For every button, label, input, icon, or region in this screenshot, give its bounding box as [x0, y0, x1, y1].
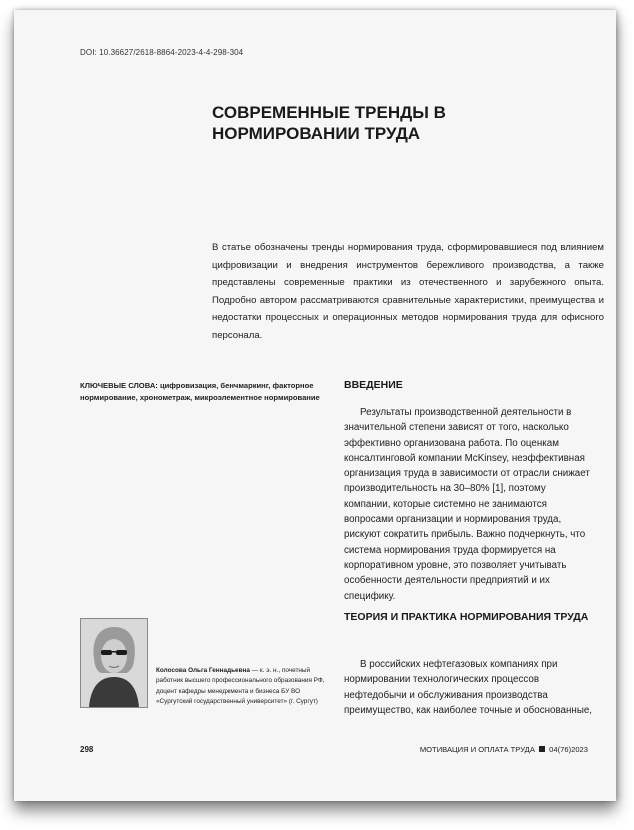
author-name: Колосова Ольга Геннадьевна — [156, 667, 250, 674]
author-info — [156, 666, 332, 708]
theory-text — [344, 657, 594, 718]
journal-name: МОТИВАЦИЯ И ОПЛАТА ТРУДА — [419, 745, 535, 754]
section-title-theory: ТЕОРИЯ И ПРАКТИКА НОРМИРОВАНИЯ ТРУДА — [344, 611, 589, 623]
author-portrait-image — [81, 619, 147, 707]
section-title-introduction: ВВЕДЕНИЕ — [344, 379, 403, 391]
introduction-text — [344, 405, 594, 604]
theory-paragraph: В российских нефтегазовых компаниях при нормировании технологических процессов нефтедобычи и обслуживания производства преимущество, как наиболее точные и обоснованные, — [344, 659, 593, 716]
author-photo — [80, 618, 148, 708]
page-number: 298 — [80, 745, 94, 754]
doi-label: DOI: 10.36627/2618-8864-2023-4-4-298-304 — [80, 48, 244, 57]
separator-square-icon — [539, 746, 545, 752]
keywords: КЛЮЧЕВЫЕ СЛОВА: цифровизация, бенчмаркинг, факторное нормирование, хронометраж, микроэлементное нормирование — [80, 381, 320, 402]
journal-issue: 04(76)2023 — [549, 745, 588, 754]
author-details: — к. э. н., почетный работник высшего профессионального образования РФ, доцент кафедры менеджмента и бизнеса БУ ВО «Сургутский государственный университет» (г. Сургут) — [156, 667, 325, 706]
introduction-paragraph: Результаты производственной деятельности в значительной степени зависят от того, насколько эффективно организована работа. По оценкам консалтинговой компании McKinsey, неэффективная организация труда в зависимости от отрасли снижает производительность на 30–80% [1], поэтому компании, которые системно не занимаются вопросами организации и нормирования труда, рискуют сократить прибыль. Важно подчеркнуть, что система нормирования труда формируется на корпоративном уровне, это позволяет учитывать особенности деятельности предприятий и их специфику. — [344, 407, 590, 602]
journal-footer — [420, 745, 588, 754]
article-abstract: В статье обозначены тренды нормирования труда, сформировавшиеся под влиянием цифровизации и внедрения инструментов бережливого производства, а также представлены современные практики из отечественного и зарубежного опыта. Подробно автором рассматриваются сравнительные характеристики, преимущества и недостатки процессных и операционных методов нормирования труда для офисного персонала. — [212, 242, 604, 341]
journal-page — [14, 10, 616, 801]
article-title: СОВРЕМЕННЫЕ ТРЕНДЫ В НОРМИРОВАНИИ ТРУДА — [212, 103, 446, 143]
